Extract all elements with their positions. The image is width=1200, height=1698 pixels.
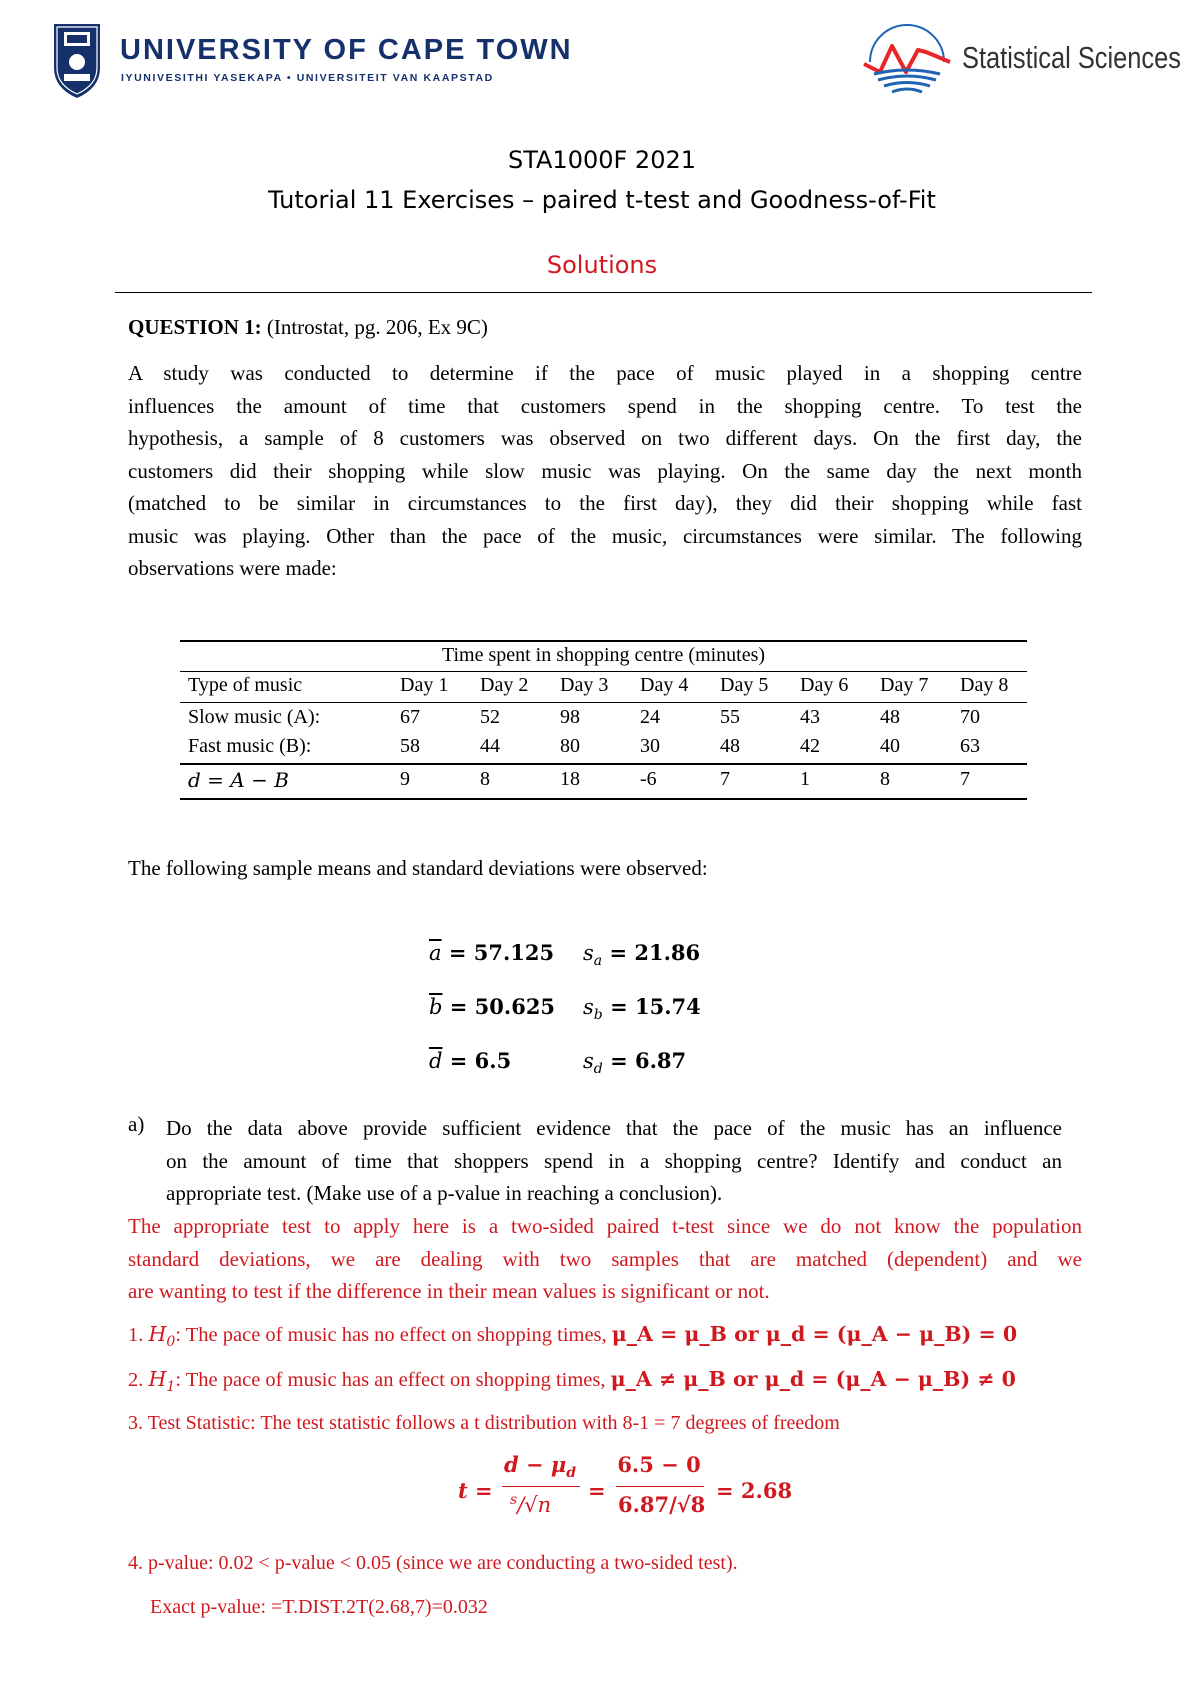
formula-den1-n: √n bbox=[524, 1493, 552, 1517]
solutions-title: Solutions bbox=[546, 251, 658, 279]
table-cell: 30 bbox=[640, 735, 660, 757]
sd-symbol: s bbox=[583, 1049, 594, 1073]
formula-bar-1 bbox=[502, 1486, 580, 1487]
stats-block bbox=[429, 940, 759, 1110]
table-cell: 44 bbox=[480, 735, 500, 757]
table-caption: Time spent in shopping centre (minutes) bbox=[441, 644, 766, 666]
table-cell: 58 bbox=[400, 735, 420, 757]
sd-value: = 21.86 bbox=[609, 940, 701, 965]
part-a-label: a) bbox=[128, 1112, 145, 1136]
table-header-cell: Type of music bbox=[188, 674, 303, 696]
formula-lhs: t = bbox=[458, 1478, 493, 1503]
table-cell: Slow music (A): bbox=[188, 706, 321, 728]
formula-num1: d − μ bbox=[503, 1452, 567, 1477]
department-name: Statistical Sciences bbox=[962, 40, 1181, 75]
uct-crest-logo bbox=[52, 22, 102, 100]
part-a-line: appropriate test. (Make use of a p-value in reaching a conclusion). bbox=[166, 1181, 723, 1205]
stat-row bbox=[429, 994, 555, 1019]
table-cell: 8 bbox=[480, 768, 490, 790]
table-diff-rule bbox=[180, 763, 1027, 765]
table-cell: Fast music (B): bbox=[188, 735, 312, 757]
answer-line: The appropriate test to apply here is a two-sided paired t-test since we do not know the population bbox=[128, 1214, 1082, 1238]
intro-line: influences the amount of time that customers spend in the shopping centre. To test the bbox=[128, 393, 1082, 418]
stat-row bbox=[429, 1048, 511, 1073]
h1-math: μ_A ≠ μ_B or μ_d = (μ_A − μ_B) ≠ 0 bbox=[610, 1367, 1016, 1391]
tutorial-title: Tutorial 11 Exercises – paired t-test and Goodness-of-Fit bbox=[268, 186, 936, 214]
table-cell: 48 bbox=[720, 735, 740, 757]
intro-line: music was playing. Other than the pace of the music, circumstances were similar. The following bbox=[128, 523, 1082, 548]
table-cell: 67 bbox=[400, 706, 420, 728]
sd-symbol: s bbox=[583, 995, 594, 1019]
stats-intro: The following sample means and standard deviations were observed: bbox=[128, 856, 708, 880]
statistical-sciences-logo bbox=[862, 22, 952, 98]
formula-den2-n: √8 bbox=[676, 1492, 706, 1517]
table-header-cell: Day 8 bbox=[960, 674, 1009, 696]
table-bottom-rule bbox=[180, 798, 1027, 800]
formula-num2: 6.5 − 0 bbox=[617, 1452, 701, 1477]
h1-number: 2. bbox=[128, 1369, 144, 1391]
formula-numerator-1: $d - \mu_d$ bbox=[503, 1452, 577, 1482]
sd-value: = 6.87 bbox=[610, 1048, 687, 1073]
intro-line: customers did their shopping while slow music was playing. On the same day the next month bbox=[128, 458, 1082, 483]
formula-den1-s: s bbox=[510, 1492, 518, 1508]
table-header-cell: Day 4 bbox=[640, 674, 689, 696]
table-diff-row bbox=[180, 766, 1027, 795]
ts-text: Test Statistic: The test statistic follows a t distribution with 8-1 = 7 degrees of freedom bbox=[147, 1412, 840, 1434]
table-header-cell: Day 3 bbox=[560, 674, 609, 696]
table-cell: 42 bbox=[800, 735, 820, 757]
intro-line: hypothesis, a sample of 8 customers was observed on two different days. On the first day, the bbox=[128, 426, 1082, 450]
intro-line: observations were made: bbox=[128, 556, 337, 580]
table-cell: 98 bbox=[560, 706, 580, 728]
sd-symbol: s bbox=[583, 941, 594, 965]
h0-symbol: $H_0$ bbox=[148, 1322, 176, 1351]
stat-row bbox=[583, 1048, 686, 1077]
table-header-cell: Day 7 bbox=[880, 674, 929, 696]
table-cell: 70 bbox=[960, 706, 980, 728]
question-label: QUESTION 1: bbox=[128, 315, 262, 339]
formula-equals: = bbox=[588, 1478, 606, 1503]
mean-value: = 50.625 bbox=[449, 994, 556, 1019]
pvalue-number: 4. bbox=[128, 1552, 143, 1574]
table-cell: 1 bbox=[800, 768, 810, 790]
university-name: UNIVERSITY OF CAPE TOWN bbox=[120, 34, 573, 66]
table-cell: 43 bbox=[800, 706, 820, 728]
table-cell: 9 bbox=[400, 768, 410, 790]
university-subtitle: IYUNIVESITHI YASEKAPA • UNIVERSITEIT VAN KAAPSTAD bbox=[121, 72, 494, 84]
pvalue-line bbox=[128, 1552, 738, 1575]
question-source: (Introstat, pg. 206, Ex 9C) bbox=[266, 315, 488, 339]
stat-row bbox=[429, 940, 554, 965]
mean-symbol: $\overline{b}$ bbox=[429, 995, 443, 1019]
part-a-question bbox=[166, 1112, 1062, 1210]
ts-line bbox=[128, 1412, 840, 1435]
h0-number: 1. bbox=[128, 1324, 144, 1346]
stat-row bbox=[583, 940, 700, 969]
mean-value: = 6.5 bbox=[449, 1048, 512, 1073]
sd-subscript: b bbox=[593, 1007, 603, 1024]
table-cell: 55 bbox=[720, 706, 740, 728]
pvalue-text: p-value: 0.02 < p-value < 0.05 (since we are conducting a two-sided test). bbox=[148, 1552, 738, 1574]
title-rule bbox=[115, 292, 1092, 293]
table-cell: 24 bbox=[640, 706, 660, 728]
formula-result: = 2.68 bbox=[716, 1478, 793, 1503]
table-cell: 8 bbox=[880, 768, 890, 790]
h0-line bbox=[128, 1322, 1017, 1350]
ts-number: 3. bbox=[128, 1412, 143, 1434]
part-a-line: Do the data above provide sufficient evidence that the pace of the music has an influence bbox=[166, 1116, 1062, 1140]
formula-denominator-2: 6.87/√8 bbox=[618, 1492, 706, 1517]
intro-paragraph bbox=[128, 357, 1082, 585]
formula-bar-2 bbox=[616, 1486, 704, 1487]
table-header-cell: Day 1 bbox=[400, 674, 449, 696]
table-cell: 80 bbox=[560, 735, 580, 757]
table-row bbox=[180, 704, 1027, 733]
table-header-cell: Day 2 bbox=[480, 674, 529, 696]
table-cell: 7 bbox=[960, 768, 970, 790]
table-cell: 40 bbox=[880, 735, 900, 757]
h1-text: : The pace of music has an effect on shopping times, bbox=[175, 1369, 606, 1391]
part-a-line: on the amount of time that shoppers spend in a shopping centre? Identify and conduct an bbox=[166, 1148, 1062, 1173]
answer-paragraph bbox=[128, 1210, 1082, 1308]
table-header-cell: Day 6 bbox=[800, 674, 849, 696]
stat-row bbox=[583, 994, 701, 1023]
table-header-row bbox=[180, 672, 1027, 701]
formula-den2-s: 6.87 bbox=[618, 1492, 670, 1517]
sd-value: = 15.74 bbox=[610, 994, 701, 1019]
table-cell: 52 bbox=[480, 706, 500, 728]
answer-line: are wanting to test if the difference in their mean values is significant or not. bbox=[128, 1279, 770, 1303]
table-cell: 18 bbox=[560, 768, 580, 790]
h0-math: μ_A = μ_B or μ_d = (μ_A − μ_B) = 0 bbox=[611, 1322, 1018, 1346]
exact-pvalue-line: Exact p-value: =T.DIST.2T(2.68,7)=0.032 bbox=[150, 1596, 488, 1618]
sd-subscript: a bbox=[593, 953, 603, 970]
mean-value: = 57.125 bbox=[448, 940, 555, 965]
course-title: STA1000F 2021 bbox=[507, 146, 697, 174]
intro-line: A study was conducted to determine if the pace of music played in a shopping centre bbox=[128, 361, 1082, 385]
observations-table bbox=[180, 640, 1027, 792]
mean-symbol: $\overline{d}$ bbox=[429, 1049, 443, 1073]
formula-denominator-1: $^s$/√n bbox=[510, 1492, 552, 1517]
mean-symbol: $\overline{a}$ bbox=[429, 941, 442, 965]
answer-line: standard deviations, we are dealing with two samples that are matched (dependent) and we bbox=[128, 1246, 1082, 1271]
h1-line bbox=[128, 1367, 1016, 1395]
t-formula bbox=[458, 1448, 798, 1538]
table-header-cell: Day 5 bbox=[720, 674, 769, 696]
table-cell: -6 bbox=[640, 768, 657, 790]
sd-subscript: d bbox=[593, 1061, 603, 1078]
table-diff-label: d = A − B bbox=[188, 768, 289, 792]
table-cell: 63 bbox=[960, 735, 980, 757]
table-row bbox=[180, 733, 1027, 762]
h1-symbol: $H_1$ bbox=[148, 1367, 176, 1396]
table-caption-row bbox=[180, 640, 1027, 669]
table-cell: 7 bbox=[720, 768, 730, 790]
question-heading bbox=[128, 315, 488, 340]
h0-text: : The pace of music has no effect on shopping times, bbox=[175, 1324, 607, 1346]
intro-line: (matched to be similar in circumstances to the first day), they did their shopping while fast bbox=[128, 491, 1082, 515]
table-cell: 48 bbox=[880, 706, 900, 728]
table-body-rule bbox=[180, 702, 1027, 703]
